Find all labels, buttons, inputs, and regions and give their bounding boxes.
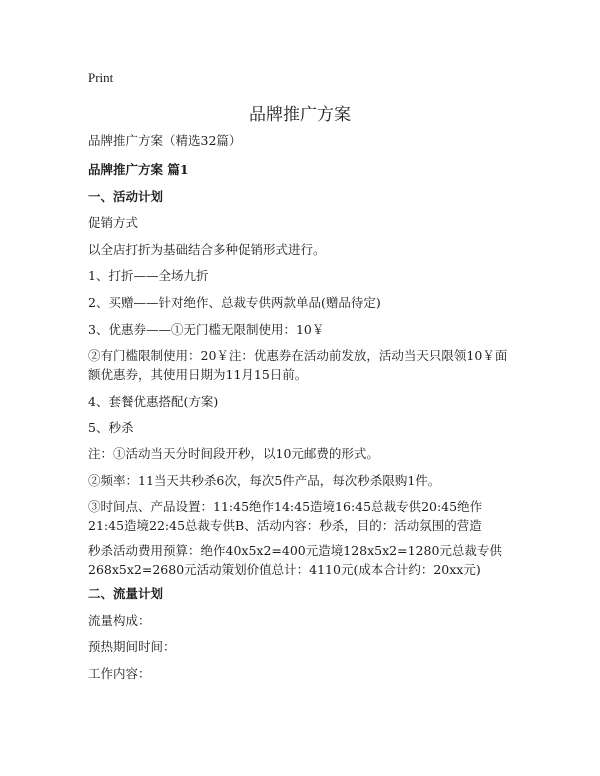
paragraph: 秒杀活动费用预算：绝作40x5x2=400元造境128x5x2=1280元总裁专供268x5x2=2680元活动策划价值总计：4110元(成本合计约：20xx元) <box>88 543 502 577</box>
list-item: 2、买赠——针对绝作、总裁专供两款单品(赠品待定) <box>88 295 381 310</box>
section-heading-article-1: 品牌推广方案 篇1 <box>88 162 189 177</box>
list-item: 4、套餐优惠搭配(方案) <box>88 394 219 409</box>
print-link[interactable]: Print <box>88 70 114 85</box>
section-heading-activity-plan: 一、活动计划 <box>88 189 164 204</box>
paragraph: ②有门槛限制使用：20￥注：优惠券在活动前发放，活动当天只限领10￥面额优惠券，其使用日期为11月15日前。 <box>88 348 508 382</box>
page-title: 品牌推广方案 <box>249 105 351 125</box>
paragraph: 预热期间时间： <box>88 639 176 654</box>
paragraph: 以全店打折为基础结合多种促销形式进行。 <box>88 242 326 257</box>
doc-subtitle: 品牌推广方案（精选32篇） <box>88 133 242 148</box>
paragraph: ③时间点、产品设置：11:45绝作14:45造境16:45总裁专供20:45绝作21:45造境22:45总裁专供B、活动内容：秒杀，目的：活动氛围的营造 <box>88 499 483 533</box>
paragraph: 流量构成： <box>88 613 151 628</box>
list-item: 1、打折——全场九折 <box>88 268 209 283</box>
list-item: 3、优惠券——①无门槛无限制使用：10￥ <box>88 322 325 337</box>
paragraph: ②频率：11当天共秒杀6次，每次5件产品，每次秒杀限购1件。 <box>88 473 441 488</box>
paragraph: 工作内容： <box>88 666 151 681</box>
paragraph: 注：①活动当天分时间段开秒，以10元邮费的形式。 <box>88 446 379 461</box>
paragraph: 促销方式 <box>88 215 139 230</box>
list-item: 5、秒杀 <box>88 420 134 435</box>
section-heading-traffic-plan: 二、流量计划 <box>88 586 164 601</box>
